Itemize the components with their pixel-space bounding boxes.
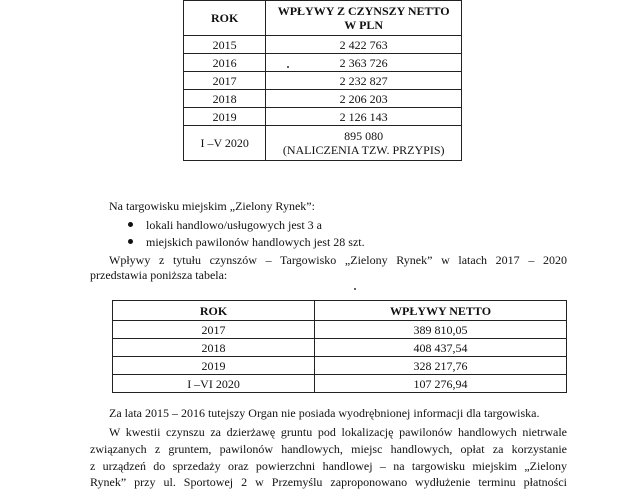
table-row bbox=[184, 54, 462, 72]
year-cell: 2017 bbox=[113, 321, 315, 339]
value-cell: 328 217,76 bbox=[315, 357, 567, 375]
table-row bbox=[184, 126, 462, 161]
bullet-icon bbox=[128, 239, 133, 244]
paragraph-line: związanych z gruntem, pawilonów handlowych, miejsc handlowych, opłat za korzystanie bbox=[90, 442, 567, 456]
table-row bbox=[184, 108, 462, 126]
year-cell: 2019 bbox=[184, 108, 266, 126]
scan-speck bbox=[287, 66, 289, 68]
bullet-item: miejskich pawilonów handlowych jest 28 szt. bbox=[146, 235, 365, 249]
year-cell: 2017 bbox=[184, 72, 266, 90]
table-row bbox=[184, 72, 462, 90]
header-year: ROK bbox=[184, 1, 266, 36]
value-cell: 2 363 726 bbox=[266, 54, 462, 72]
table-row bbox=[113, 375, 567, 393]
revenue-table-zielony-rynek bbox=[112, 300, 567, 393]
table-row bbox=[113, 339, 567, 357]
intro-text: Na targowisku miejskim „Zielony Rynek”: bbox=[109, 199, 315, 213]
paragraph-line: W kwestii czynszu za dzierżawę gruntu pod lokalizację pawilonów handlowych nietrwale bbox=[109, 425, 567, 439]
year-cell: I –V 2020 bbox=[184, 126, 266, 161]
year-cell: 2018 bbox=[184, 90, 266, 108]
header-revenue: WPŁYWY Z CZYNSZY NETTO W PLN bbox=[266, 1, 462, 36]
value-cell: 107 276,94 bbox=[315, 375, 567, 393]
paragraph-line: Wpływy z tytułu czynszów – Targowisko „Zielony Rynek” w latach 2017 – 2020 bbox=[109, 253, 567, 267]
scan-speck bbox=[354, 288, 356, 290]
value-cell: 2 232 827 bbox=[266, 72, 462, 90]
year-cell: I –VI 2020 bbox=[113, 375, 315, 393]
value-cell: 408 437,54 bbox=[315, 339, 567, 357]
year-cell: 2015 bbox=[184, 36, 266, 54]
table-row bbox=[113, 357, 567, 375]
year-cell: 2019 bbox=[113, 357, 315, 375]
table-header-row bbox=[113, 301, 567, 321]
header-year: ROK bbox=[113, 301, 315, 321]
year-cell: 2016 bbox=[184, 54, 266, 72]
value-cell: 389 810,05 bbox=[315, 321, 567, 339]
revenue-table-2015-2020 bbox=[183, 0, 462, 161]
paragraph-line: przedstawia poniższa tabela: bbox=[90, 268, 228, 282]
header-revenue: WPŁYWY NETTO bbox=[315, 301, 567, 321]
table-header-row bbox=[184, 1, 462, 36]
year-cell: 2018 bbox=[113, 339, 315, 357]
value-cell: 2 422 763 bbox=[266, 36, 462, 54]
paragraph-line: Za lata 2015 – 2016 tutejszy Organ nie posiada wyodrębnionej informacji dla targowiska. bbox=[109, 406, 540, 420]
paragraph-line: Rynek” przy ul. Sportowej 2 w Przemyślu zaproponowano wydłużenie terminu płatności bbox=[90, 475, 567, 489]
value-cell: 895 080 (NALICZENIA TZW. PRZYPIS) bbox=[266, 126, 462, 161]
table-row bbox=[113, 321, 567, 339]
value-cell: 2 126 143 bbox=[266, 108, 462, 126]
table-row bbox=[184, 36, 462, 54]
bullet-icon bbox=[128, 222, 133, 227]
value-cell: 2 206 203 bbox=[266, 90, 462, 108]
bullet-item: lokali handlowo/usługowych jest 3 a bbox=[146, 218, 322, 232]
paragraph-line: z urządzeń do sprzedaży oraz powierzchni handlowej – na targowisku miejskim „Zielony bbox=[90, 459, 567, 473]
table-row bbox=[184, 90, 462, 108]
